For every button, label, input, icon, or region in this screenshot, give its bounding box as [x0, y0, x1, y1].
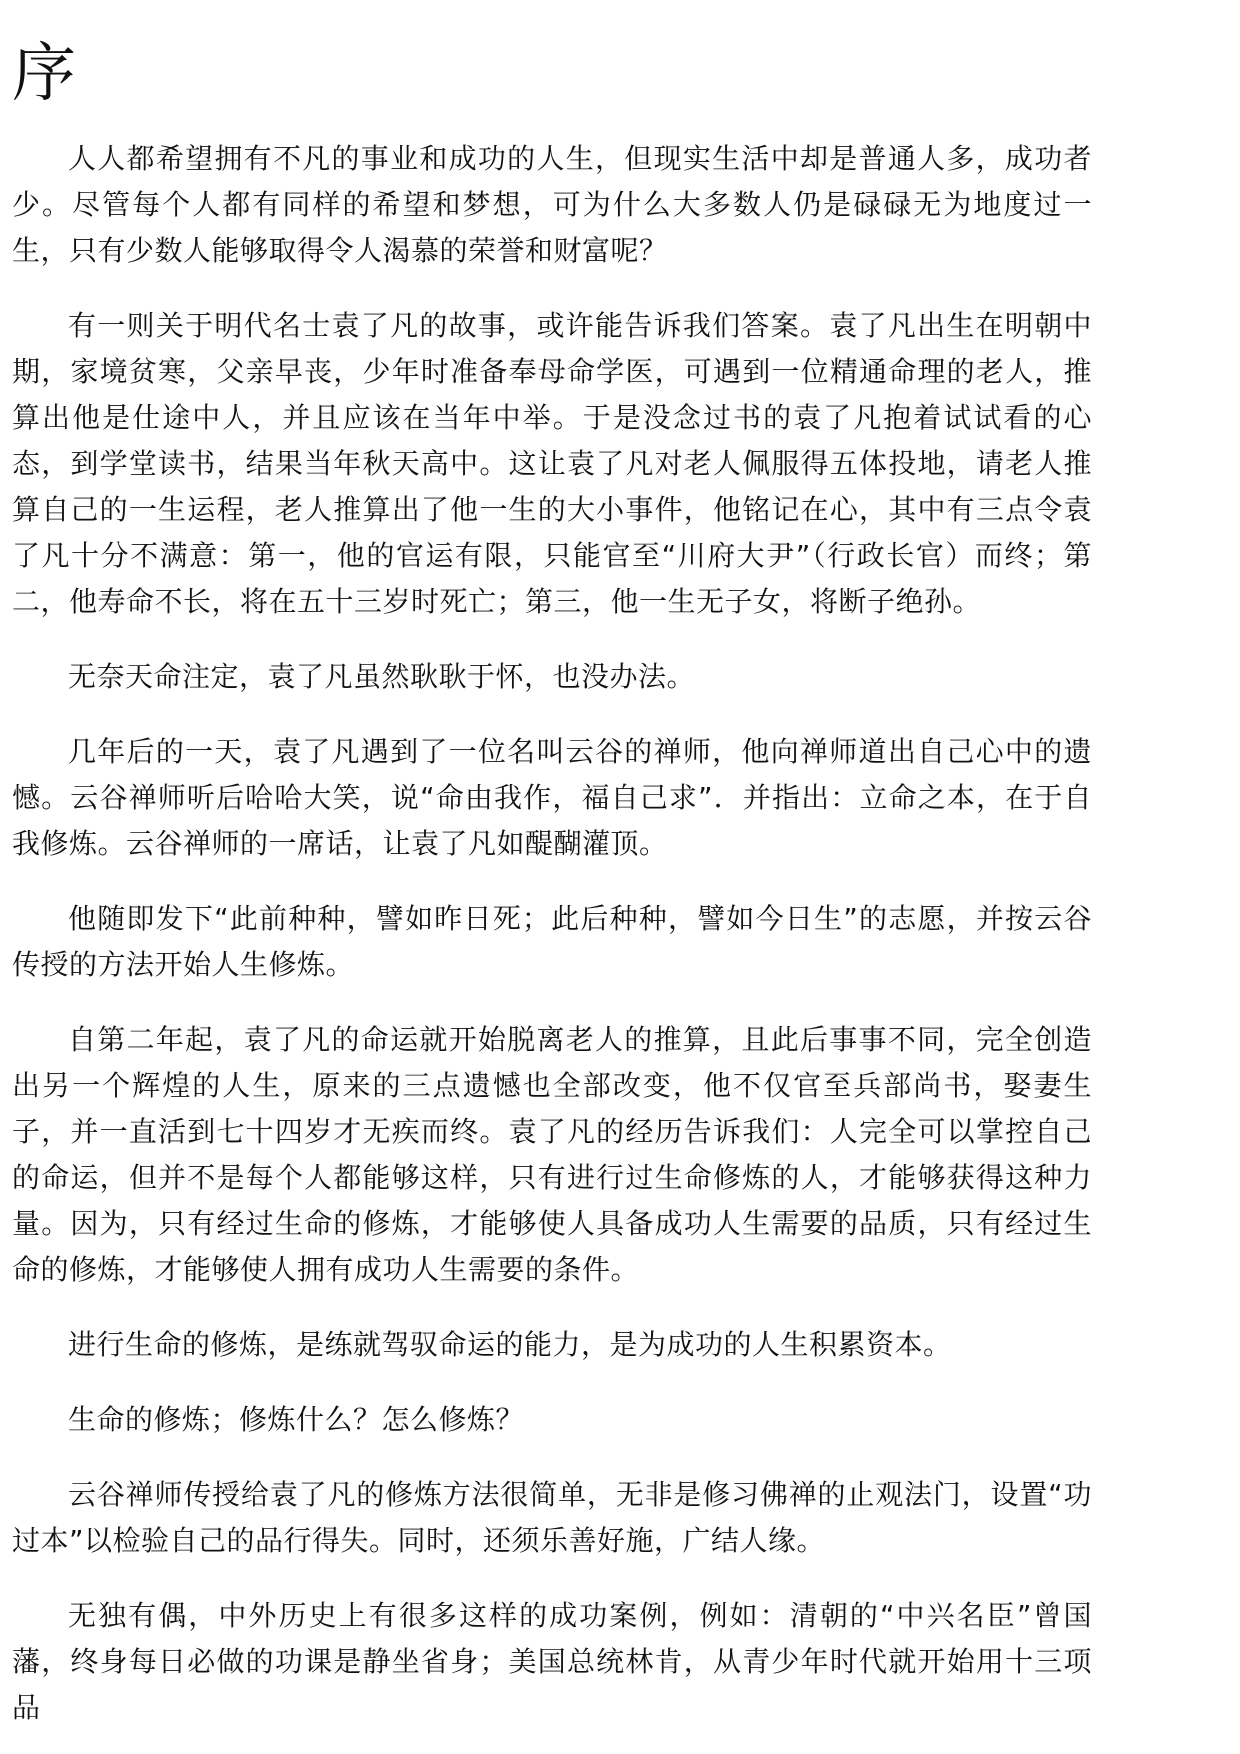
paragraph-3: 无奈天命注定，袁了凡虽然耿耿于怀，也没办法。	[68, 660, 696, 693]
paragraph-1: 人人都希望拥有不凡的事业和成功的人生，但现实生活中却是普通人多，成功者少。尽管每个人都有同样的希望和梦想，可为什么大多数人仍是碌碌无为地度过一生，只有少数人能够取得令人渴慕的荣誉和财富呢？	[12, 142, 1092, 267]
body-text	[12, 136, 1092, 1754]
paragraph-8: 生命的修炼；修炼什么？怎么修炼？	[68, 1403, 525, 1436]
paragraph-9: 云谷禅师传授给袁了凡的修炼方法很简单，无非是修习佛禅的止观法门，设置“功过本”以检验自己的品行得失。同时，还须乐善好施，广结人缘。	[12, 1478, 1092, 1557]
paragraph-5: 他随即发下“此前种种，譬如昨日死；此后种种，譬如今日生”的志愿，并按云谷传授的方法开始人生修炼。	[12, 902, 1092, 981]
page-title: 序	[12, 37, 76, 111]
paragraph-10: 无独有偶，中外历史上有很多这样的成功案例，例如：清朝的“中兴名臣”曾国藩，终身每日必做的功课是静坐省身；美国总统林肯，从青少年时代就开始用十三项品	[12, 1599, 1092, 1724]
paragraph-6: 自第二年起，袁了凡的命运就开始脱离老人的推算，且此后事事不同，完全创造出另一个辉煌的人生，原来的三点遗憾也全部改变，他不仅官至兵部尚书，娶妻生子，并一直活到七十四岁才无疾而终。袁了凡的经历告诉我们：人完全可以掌控自己的命运，但并不是每个人都能够这样，只有进行过生命修炼的人，才能够获得这种力量。因为，只有经过生命的修炼，才能够使人具备成功人生需要的品质，只有经过生命的修炼，才能够使人拥有成功人生需要的条件。	[12, 1023, 1092, 1286]
paragraph-7: 进行生命的修炼，是练就驾驭命运的能力，是为成功的人生积累资本。	[68, 1328, 952, 1361]
paragraph-2: 有一则关于明代名士袁了凡的故事，或许能告诉我们答案。袁了凡出生在明朝中期，家境贫寒，父亲早丧，少年时准备奉母命学医，可遇到一位精通命理的老人，推算出他是仕途中人，并且应该在当年中举。于是没念过书的袁了凡抱着试试看的心态，到学堂读书，结果当年秋天高中。这让袁了凡对老人佩服得五体投地，请老人推算自己的一生运程，老人推算出了他一生的大小事件，他铭记在心，其中有三点令袁了凡十分不满意：第一，他的官运有限，只能官至“川府大尹”（行政长官）而终；第二，他寿命不长，将在五十三岁时死亡；第三，他一生无子女，将断子绝孙。	[12, 309, 1092, 618]
paragraph-4: 几年后的一天，袁了凡遇到了一位名叫云谷的禅师，他向禅师道出自己心中的遗憾。云谷禅师听后哈哈大笑，说“命由我作，福自己求”．并指出：立命之本，在于自我修炼。云谷禅师的一席话，让袁了凡如醍醐灌顶。	[12, 735, 1092, 860]
